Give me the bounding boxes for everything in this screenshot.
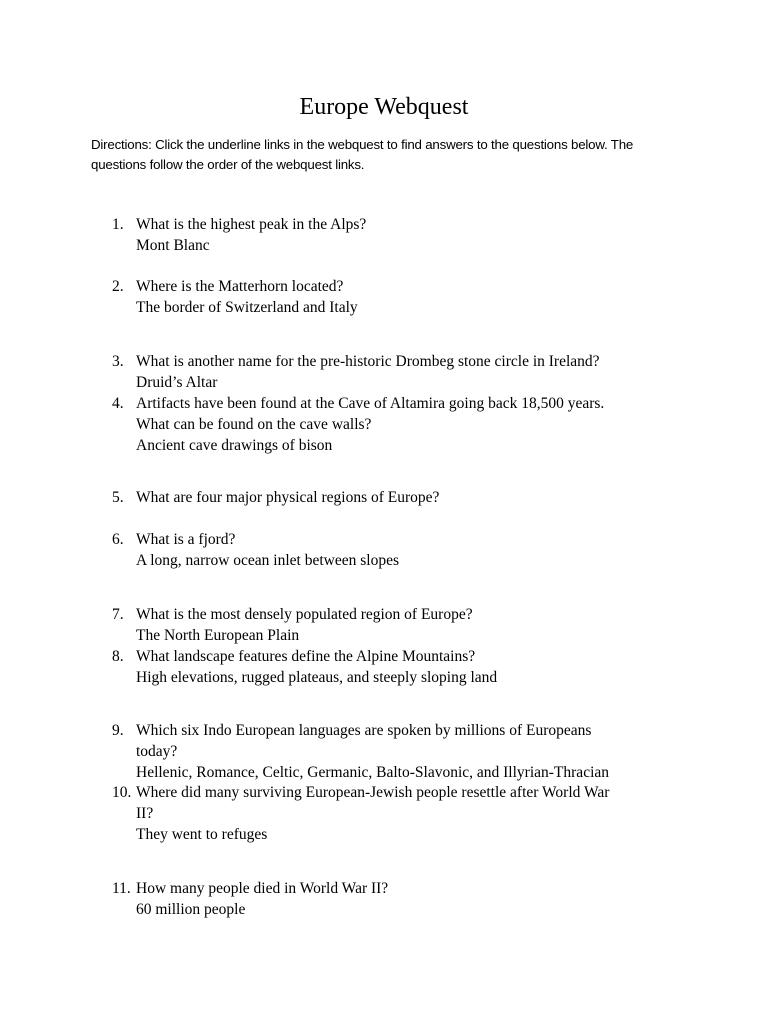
question-item: [112, 878, 712, 920]
question-item: [112, 351, 712, 393]
question-number: 10.: [112, 784, 132, 801]
question-number: 9.: [112, 722, 124, 739]
question-item: [112, 782, 712, 845]
answer-text: High elevations, rugged plateaus, and steeply sloping land: [136, 669, 498, 686]
question-number: 2.: [112, 278, 124, 295]
question-number: 4.: [112, 395, 124, 412]
question-text: What can be found on the cave walls?: [136, 416, 372, 433]
question-text: What is a fjord?: [136, 531, 236, 548]
directions-line: Directions: Click the underline links in the webquest to find answers to the questions below. The: [91, 137, 634, 152]
question-number: 11.: [112, 880, 131, 897]
question-text: What is another name for the pre-historic Drombeg stone circle in Ireland?: [136, 353, 600, 370]
question-item: [112, 214, 712, 256]
question-item: [112, 393, 712, 456]
question-item: [112, 604, 712, 646]
directions-text: [91, 135, 691, 175]
question-text: What is the most densely populated region of Europe?: [136, 606, 473, 623]
answer-text: Druid’s Altar: [136, 374, 218, 391]
question-number: 5.: [112, 489, 124, 506]
question-text: Which six Indo European languages are spoken by millions of Europeans: [136, 722, 592, 739]
question-number: 3.: [112, 353, 124, 370]
question-number: 6.: [112, 531, 124, 548]
question-text: Where did many surviving European-Jewish people resettle after World War: [136, 784, 610, 801]
question-text: today?: [136, 743, 178, 760]
question-text: How many people died in World War II?: [136, 880, 389, 897]
question-number: 7.: [112, 606, 124, 623]
answer-text: Mont Blanc: [136, 237, 210, 254]
question-text: What landscape features define the Alpine Mountains?: [136, 648, 476, 665]
question-text: What is the highest peak in the Alps?: [136, 216, 367, 233]
answer-text: They went to refuges: [136, 826, 268, 843]
question-item: [112, 529, 712, 571]
question-number: 1.: [112, 216, 124, 233]
question-item: [112, 646, 712, 688]
answer-text: The North European Plain: [136, 627, 300, 644]
answer-text: 60 million people: [136, 901, 246, 918]
question-item: [112, 487, 712, 508]
answer-text: The border of Switzerland and Italy: [136, 299, 358, 316]
question-item: [112, 720, 712, 783]
answer-text: A long, narrow ocean inlet between slopes: [136, 552, 399, 569]
question-text: Artifacts have been found at the Cave of Altamira going back 18,500 years.: [136, 395, 605, 412]
question-text: What are four major physical regions of Europe?: [136, 489, 440, 506]
question-number: 8.: [112, 648, 124, 665]
answer-text: Ancient cave drawings of bison: [136, 437, 333, 454]
question-item: [112, 276, 712, 318]
answer-text: Hellenic, Romance, Celtic, Germanic, Balto-Slavonic, and Illyrian-Thracian: [136, 764, 610, 781]
question-text: Where is the Matterhorn located?: [136, 278, 344, 295]
directions-line: questions follow the order of the webquest links.: [91, 157, 365, 172]
question-text: II?: [136, 805, 154, 822]
page-title: Europe Webquest: [299, 94, 469, 120]
